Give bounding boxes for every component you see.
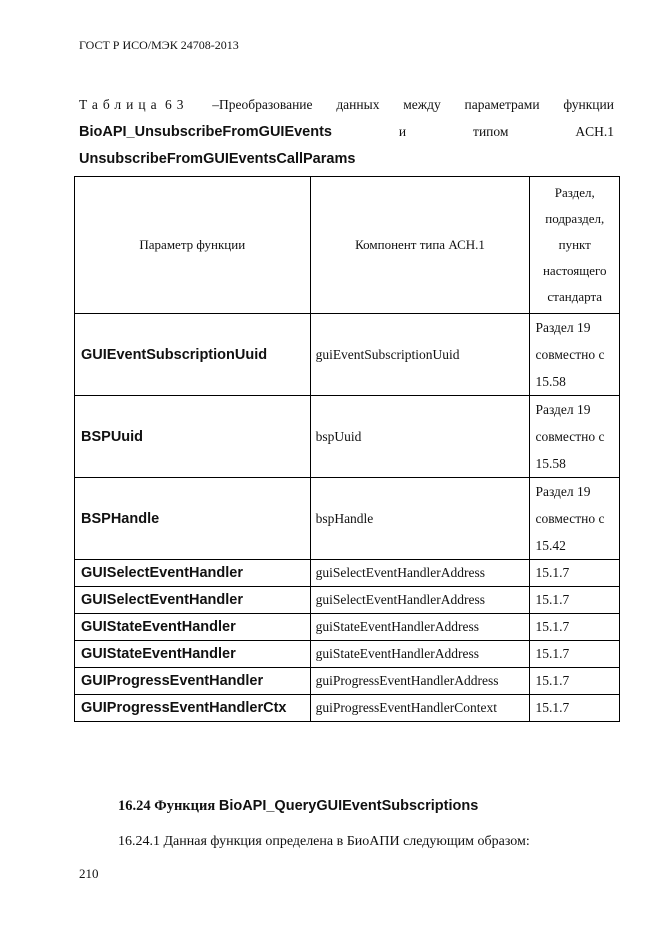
caption-word: между [403,97,441,112]
caption-label: Таблица 63 [79,97,189,112]
component-cell: guiProgressEventHandlerContext [310,695,530,722]
caption-function-name: BioAPI_UnsubscribeFromGUIEvents [79,124,332,140]
param-cell: GUISelectEventHandler [75,560,311,587]
component-cell: guiSelectEventHandlerAddress [310,560,530,587]
header-section: Раздел, подраздел, пункт настоящего стандарта [530,177,620,314]
param-cell: BSPHandle [75,478,311,560]
section-cell: Раздел 19 совместно с 15.42 [530,478,620,560]
table-row [75,587,620,614]
param-cell: GUISelectEventHandler [75,587,311,614]
table-row [75,478,620,560]
table-header-row [75,177,620,314]
component-cell: bspUuid [310,396,530,478]
table-row [75,695,620,722]
section-cell: 15.1.7 [530,641,620,668]
section-cell: Раздел 19 совместно с 15.58 [530,396,620,478]
table-caption-line-2 [79,124,614,140]
section-cell: Раздел 19 совместно с 15.58 [530,314,620,396]
table-row [75,614,620,641]
caption-word: –Преобразование [212,97,313,112]
param-cell: GUIStateEventHandler [75,614,311,641]
section-function-name: BioAPI_QueryGUIEventSubscriptions [218,798,479,814]
table-row [75,314,620,396]
section-cell: 15.1.7 [530,560,620,587]
param-cell: GUIStateEventHandler [75,641,311,668]
component-cell: guiProgressEventHandlerAddress [310,668,530,695]
caption-word: функции [563,97,614,112]
table-caption-line-1 [79,97,614,113]
table-row [75,668,620,695]
section-heading [118,798,478,815]
parameter-table [74,176,620,722]
component-cell: guiSelectEventHandlerAddress [310,587,530,614]
paragraph-text: 16.24.1 Данная функция определена в БиоАПИ следующим образом: [118,834,530,849]
caption-type-word: типом [473,124,509,139]
table-row [75,560,620,587]
component-cell: bspHandle [310,478,530,560]
section-cell: 15.1.7 [530,695,620,722]
caption-type-name: UnsubscribeFromGUIEventsCallParams [79,151,356,167]
param-cell: BSPUuid [75,396,311,478]
section-number: 16.24 Функция [118,798,216,814]
param-cell: GUIProgressEventHandlerCtx [75,695,311,722]
header-component: Компонент типа АСН.1 [310,177,530,314]
param-cell: GUIProgressEventHandler [75,668,311,695]
section-cell: 15.1.7 [530,668,620,695]
component-cell: guiStateEventHandlerAddress [310,641,530,668]
param-cell: GUIEventSubscriptionUuid [75,314,311,396]
component-cell: guiEventSubscriptionUuid [310,314,530,396]
table-row [75,641,620,668]
section-cell: 15.1.7 [530,614,620,641]
component-cell: guiStateEventHandlerAddress [310,614,530,641]
caption-asn: ACH.1 [575,124,614,139]
caption-conjunction: и [398,124,407,139]
section-cell: 15.1.7 [530,587,620,614]
table-row [75,396,620,478]
caption-word: данных [336,97,380,112]
document-header: ГОСТ Р ИСО/МЭК 24708-2013 [79,38,239,52]
caption-word: параметрами [464,97,540,112]
header-parameter: Параметр функции [75,177,311,314]
page-number: 210 [79,866,99,881]
